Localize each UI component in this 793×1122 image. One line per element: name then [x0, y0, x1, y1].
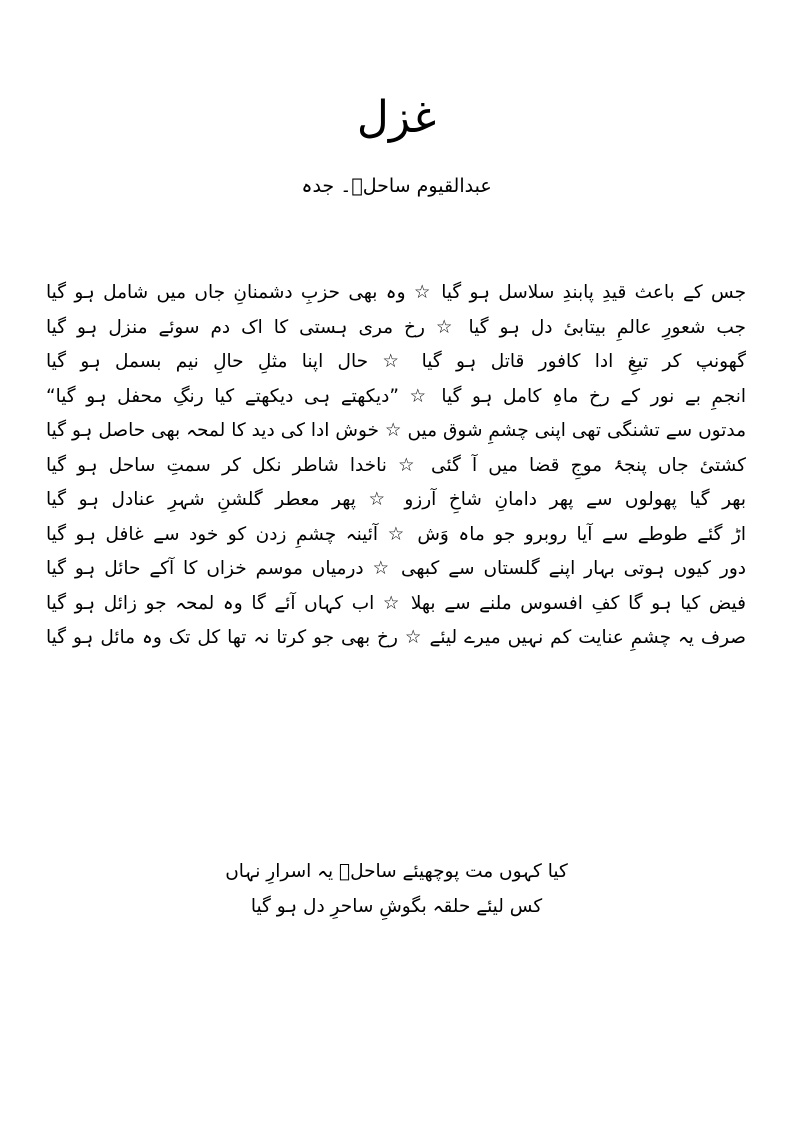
poem-title: غزل — [356, 92, 437, 143]
maqta-couplet — [0, 855, 793, 924]
maqta-line: کس لیئے حلقہ بگوشِ ساحرِ دل ہو گیا — [250, 895, 543, 917]
verse-line: اڑ گئے طوطے سے آیا روبرو جو ماہ وَش ☆ آئینہ چشمِ زدن کو خود سے غافل ہو گیا — [46, 523, 746, 545]
verse-line: گھونپ کر تیغِ ادا کافور قاتل ہو گیا ☆ حال اپنا مثلِ حالِ نیم بسمل ہو گیا — [46, 351, 746, 372]
verse-line: دور کیوں ہوتی بہار اپنے گلستاں سے کبھی ☆ درمیاں موسم خزاں کا آکے حائل ہو گیا — [46, 558, 746, 579]
verse-line: کشتیٔ جاں پنجۂ موجِ قضا میں آ گئی ☆ ناخدا شاطر نکل کر سمتِ ساحل ہو گیا — [46, 454, 746, 476]
verse-list — [46, 276, 746, 656]
poem-author: عبدالقیوم ساحلؔ۔ جدہ — [301, 175, 492, 197]
verse-line: مدتوں سے تشنگی تھی اپنی چشمِ شوق میں ☆ خوش ادا کی دید کا لمحہ بھی حاصل ہو گیا — [46, 420, 746, 441]
maqta-line: کیا کہوں مت پوچھیئے ساحلؔ یہ اسرارِ نہاں — [225, 861, 568, 882]
verse-line: جس کے باعث قیدِ پابندِ سلاسل ہو گیا ☆ وہ بھی حزبِ دشمنانِ جاں میں شامل ہو گیا — [46, 282, 746, 303]
verse-line: صرف یہ چشمِ عنایت کم نہیں میرے لیئے ☆ رخ بھی جو کرتا نہ تھا کل تک وہ مائل ہو گیا — [46, 627, 746, 648]
verse-line: بھر گیا پھولوں سے پھر دامانِ شاخِ آرزو ☆ پھر معطر گلشنِ شہرِ عنادل ہو گیا — [46, 489, 746, 510]
verse-line: جب شعورِ عالمِ بیتابیٔ دل ہو گیا ☆ رخ مری ہستی کا اک دم سوئے منزل ہو گیا — [46, 316, 746, 338]
verse-line: فیض کیا ہو گا کفِ افسوس ملنے سے بھلا ☆ اب کہاں آئے گا وہ لمحہ جو زائل ہو گیا — [46, 592, 746, 614]
verse-line: انجمِ بے نور کے رخ ماہِ کامل ہو گیا ☆ ”دیکھتے ہی دیکھتے کیا رنگِ محفل ہو گیا“ — [46, 385, 746, 407]
